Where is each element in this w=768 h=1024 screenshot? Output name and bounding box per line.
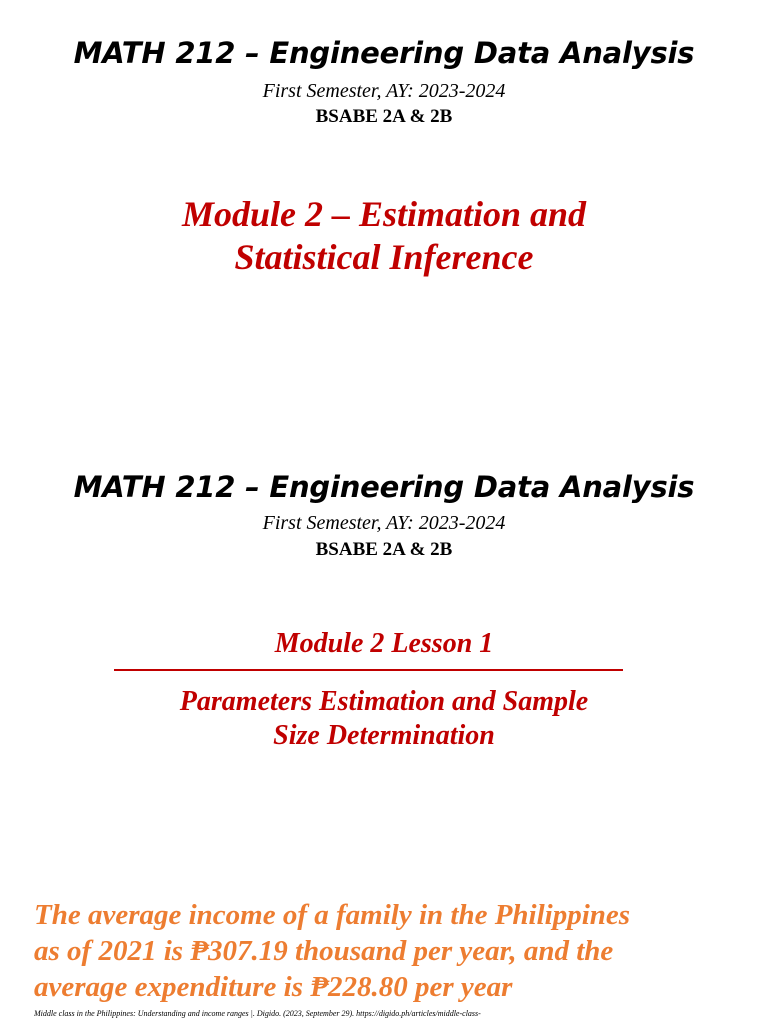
income-fact-line-2: as of 2021 is ₱307.19 thousand per year, and the [34,935,614,967]
slide-lesson-title [0,440,768,880]
slide-module-title [0,0,768,440]
source-citation: Middle class in the Philippines: Understanding and income ranges |. Digido. (2023, September 29). https://digido.ph/articles/middle-class- [34,1009,481,1018]
lesson-title: Module 2 Lesson 1 [274,628,494,659]
section-label: BSABE 2A & 2B [315,539,453,560]
slide-income-fact [0,880,768,1024]
lesson-subtitle [0,685,768,753]
lesson-subtitle-line-1: Parameters Estimation and Sample [179,686,589,717]
lesson-subtitle-line-2: Size Determination [273,720,495,751]
section-label: BSABE 2A & 2B [315,106,453,127]
course-title: MATH 212 – Engineering Data Analysis [73,36,695,70]
module-title-line-2: Statistical Inference [234,237,534,277]
income-fact-text [34,897,764,1005]
income-fact-line-3: average expenditure is ₱228.80 per year [34,971,513,1003]
module-title-line-1: Module 2 – Estimation and [181,194,587,234]
title-divider [114,669,623,671]
income-fact-line-1: The average income of a family in the Philippines [34,899,631,931]
course-title: MATH 212 – Engineering Data Analysis [73,470,695,504]
semester-label: First Semester, AY: 2023-2024 [262,512,506,534]
semester-label: First Semester, AY: 2023-2024 [262,80,506,102]
module-title [0,193,768,279]
